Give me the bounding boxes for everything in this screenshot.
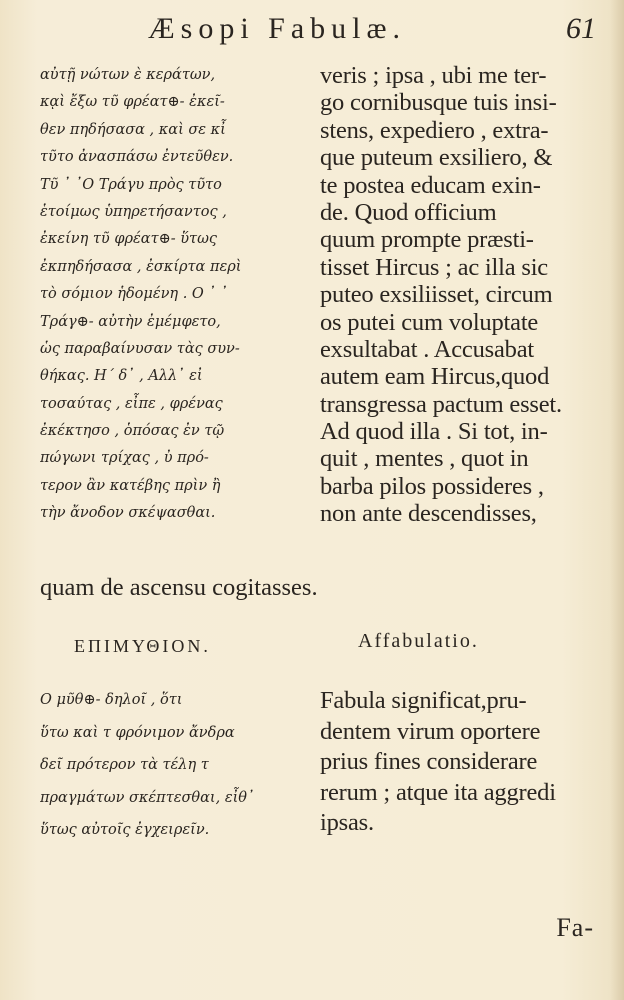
- latin-line: go cornibusque tuis insi-: [320, 89, 557, 117]
- greek-line: ἐκέκτησο , ὁπόσας ἐν τῷ: [40, 423, 225, 440]
- greek-line: τὴν ἄνοδον σκέψασθαι.: [40, 505, 216, 522]
- greek-moral-line: ὕτω καὶ τ φρόνιμον ἄνδρα: [40, 724, 235, 741]
- greek-line: ἐκείνη τῦ φρέατ⊕- ὕτως: [40, 231, 218, 248]
- running-title: Æsopi Fabulæ.: [148, 12, 407, 45]
- greek-line: Τῦ ᾿ ᾿Ο Τράγυ πρὸς τῦτο: [40, 176, 222, 193]
- latin-line: veris ; ipsa , ubi me ter-: [320, 62, 547, 89]
- greek-fable-column: [40, 62, 302, 528]
- latin-line: tisset Hircus ; ac illa sic: [320, 253, 548, 281]
- latin-moral-line: dentem virum oportere: [320, 717, 541, 745]
- greek-moral-line: πραγμάτων σκέπτεσθαι, εἶθ᾿: [40, 789, 255, 806]
- greek-line: ἑτοίμως ὑπηρετήσαντος ,: [40, 203, 227, 220]
- latin-line: de. Quod officium: [320, 198, 497, 226]
- greek-moral-column: [40, 684, 302, 847]
- latin-line: stens, expediero , extra-: [320, 116, 549, 144]
- greek-line: θήκας. Ηˊ δ᾿ , Αλλ᾿ εἰ: [40, 368, 203, 385]
- latin-line: que puteum exsiliero, &: [320, 144, 553, 172]
- latin-line: os putei cum voluptate: [320, 308, 539, 336]
- greek-moral-line: ὕτως αὐτοῖς ἐγχειρεῖν.: [40, 822, 210, 838]
- greek-line: κᾳὶ ἔξω τῦ φρέατ⊕- ἐκεῖ-: [40, 94, 225, 111]
- latin-line: exsultabat . Accusabat: [320, 335, 534, 363]
- latin-fable-column: [320, 62, 595, 528]
- latin-line: Ad quod illa . Si tot, in-: [320, 418, 548, 446]
- latin-moral-column: [320, 686, 598, 839]
- latin-line: te postea educam exin-: [320, 171, 541, 199]
- greek-moral-heading: ΕΠΙΜΥΘΙΟΝ.: [74, 636, 211, 656]
- page-header: [0, 10, 624, 50]
- catchword: Fa-: [556, 913, 594, 942]
- greek-line: πώγωνι τρίχας , ὐ πρό-: [40, 450, 209, 467]
- latin-line: autem eam Hircus,quod: [320, 363, 550, 391]
- greek-line: τὸ σόμιον ἡδομένη . Ο ᾿ ᾿: [40, 286, 228, 303]
- latin-moral-line: Fabula significat,pru-: [320, 687, 527, 714]
- latin-line: non ante descendisses,: [320, 500, 537, 528]
- latin-line: barba pilos possideres ,: [320, 472, 544, 500]
- greek-line: τερον ἂν κατέβης πρὶν ἢ: [40, 477, 221, 494]
- latin-moral-line: prius fines considerare: [320, 748, 538, 775]
- greek-line: ὡς παραβαίνυσαν τὰς συν-: [40, 340, 240, 357]
- greek-moral-line: Ο μῦθ⊕- δηλοῖ , ὅτι: [40, 692, 183, 708]
- latin-line: quum prompte præsti-: [320, 226, 534, 254]
- page-edge-shadow: [610, 0, 624, 1000]
- greek-line: τοσαύτας , εἶπε , φρένας: [40, 395, 223, 412]
- latin-moral-line: ipsas.: [320, 809, 374, 836]
- page-number: 61: [566, 12, 596, 45]
- greek-moral-line: δεῖ πρότερον τὰ τέλη τ: [40, 757, 209, 773]
- greek-line: ἐκπηδήσασα , ἐσκίρτα περὶ: [40, 258, 242, 275]
- latin-moral-heading: Affabulatio.: [358, 630, 479, 652]
- latin-moral-line: rerum ; atque ita aggredi: [320, 778, 556, 806]
- greek-line: τῦτο ἀνασπάσω ἐντεῦθεν.: [40, 149, 234, 166]
- closing-latin-line: quam de ascensu cogitasses.: [40, 574, 318, 601]
- latin-line: quit , mentes , quot in: [320, 445, 529, 473]
- latin-line: puteo exsiliisset, circum: [320, 281, 553, 309]
- greek-line: Τράγ⊕- αὐτὴν ἐμέμφετο,: [40, 313, 221, 330]
- greek-line: θεν πηδήσασα , καὶ σε κἶ: [40, 121, 226, 138]
- greek-line: αὐτῇ νώτων ὲ κεράτων,: [40, 67, 216, 83]
- latin-line: transgressa pactum esset.: [320, 390, 562, 418]
